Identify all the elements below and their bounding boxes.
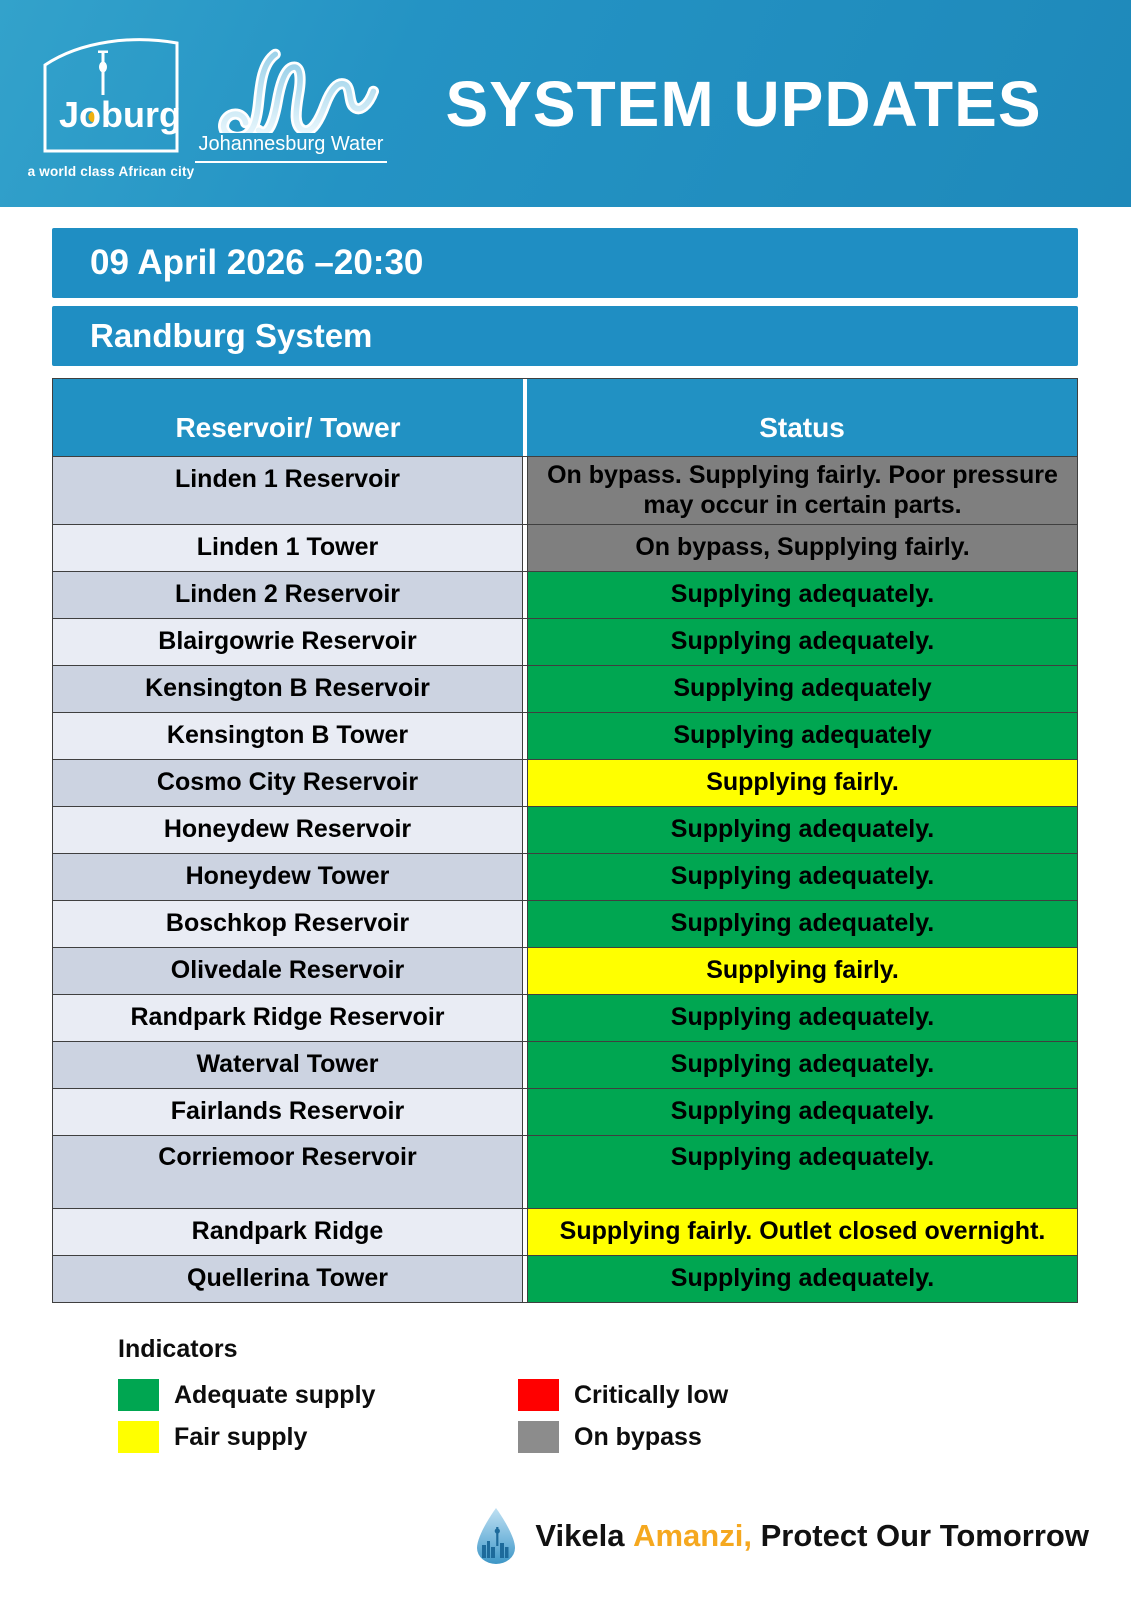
table-row [53,806,1077,853]
table-row [53,759,1077,806]
table-row [53,524,1077,571]
table-body [53,456,1077,1302]
table-row [53,947,1077,994]
status-cell: Supplying adequately. [527,854,1077,900]
table-row [53,1208,1077,1255]
status-cell: Supplying adequately [527,713,1077,759]
reservoir-name: Kensington B Tower [53,713,523,759]
footer-slogan [0,1505,1131,1567]
status-cell: Supplying fairly. Outlet closed overnight. [527,1209,1077,1255]
legend-color-swatch [518,1379,559,1411]
water-logo-label: Johannesburg Water [195,133,388,163]
reservoir-name: Randpark Ridge [53,1209,523,1255]
reservoir-name: Linden 1 Tower [53,525,523,571]
johannesburg-water-logo [196,45,386,163]
table-row [53,1041,1077,1088]
joburg-logo-icon [41,29,181,155]
reservoir-name: Boschkop Reservoir [53,901,523,947]
joburg-logo [27,29,195,179]
table-row [53,994,1077,1041]
table-row [53,712,1077,759]
reservoir-name: Linden 2 Reservoir [53,572,523,618]
slogan-vikela: Vikela [535,1518,625,1553]
legend-item [118,1421,518,1453]
joburg-text-jo: Jo [59,93,102,135]
slogan-amanzi: Amanzi, [633,1518,752,1553]
status-cell: Supplying adequately. [527,1089,1077,1135]
legend-heading: Indicators [118,1335,238,1363]
legend-label: On bypass [574,1422,702,1451]
legend-label: Adequate supply [174,1380,376,1409]
status-cell: Supplying adequately. [527,995,1077,1041]
status-cell: Supplying fairly. [527,948,1077,994]
reservoir-name: Blairgowrie Reservoir [53,619,523,665]
date-banner [52,228,1078,298]
column-header-reservoir: Reservoir/ Tower [175,412,401,443]
legend-color-swatch [118,1379,159,1411]
status-cell: Supplying adequately. [527,1042,1077,1088]
indicators-legend [118,1335,1131,1453]
reservoir-name: Corriemoor Reservoir [53,1136,523,1208]
table-row [53,665,1077,712]
legend-color-swatch [518,1421,559,1453]
status-cell: On bypass. Supplying fairly. Poor pressure may occur in certain parts. [527,457,1077,524]
legend-grid [118,1379,1131,1453]
table-row [53,618,1077,665]
status-cell: Supplying adequately [527,666,1077,712]
table-row [53,1255,1077,1302]
status-cell: Supplying adequately. [527,901,1077,947]
reservoir-name: Waterval Tower [53,1042,523,1088]
water-wave-icon [201,45,381,133]
status-cell: Supplying fairly. [527,760,1077,806]
system-name-text: Randburg System [90,317,373,354]
table-row [53,1088,1077,1135]
reservoir-name: Fairlands Reservoir [53,1089,523,1135]
table-row [53,571,1077,618]
reservoir-name: Cosmo City Reservoir [53,760,523,806]
table-header-row [53,379,1077,456]
reservoir-name: Honeydew Tower [53,854,523,900]
table-row [53,900,1077,947]
reservoir-name: Linden 1 Reservoir [53,457,523,524]
joburg-text-burg: burg [101,93,181,135]
status-table [52,378,1078,1303]
legend-item [518,1379,1131,1411]
system-banner [52,306,1078,366]
page-title: SYSTEM UPDATES [445,67,1042,140]
legend-item [518,1421,1131,1453]
column-header-status: Status [759,412,845,443]
table-row [53,853,1077,900]
header [0,0,1131,207]
date-time-text: 09 April 2026 –20:30 [90,243,424,282]
status-cell: On bypass, Supplying fairly. [527,525,1077,571]
legend-color-swatch [118,1421,159,1453]
legend-item [118,1379,518,1411]
status-cell: Supplying adequately. [527,807,1077,853]
reservoir-name: Randpark Ridge Reservoir [53,995,523,1041]
reservoir-name: Kensington B Reservoir [53,666,523,712]
status-cell: Supplying adequately. [527,1136,1077,1208]
legend-label: Critically low [574,1380,729,1409]
slogan-rest: Protect Our Tomorrow [760,1518,1089,1553]
joburg-tagline: a world class African city [27,163,195,179]
status-cell: Supplying adequately. [527,1256,1077,1302]
legend-label: Fair supply [174,1422,308,1451]
reservoir-name: Olivedale Reservoir [53,948,523,994]
water-drop-icon [473,1505,519,1567]
status-cell: Supplying adequately. [527,619,1077,665]
reservoir-name: Honeydew Reservoir [53,807,523,853]
status-cell: Supplying adequately. [527,572,1077,618]
table-row [53,1135,1077,1208]
table-row [53,456,1077,524]
reservoir-name: Quellerina Tower [53,1256,523,1302]
